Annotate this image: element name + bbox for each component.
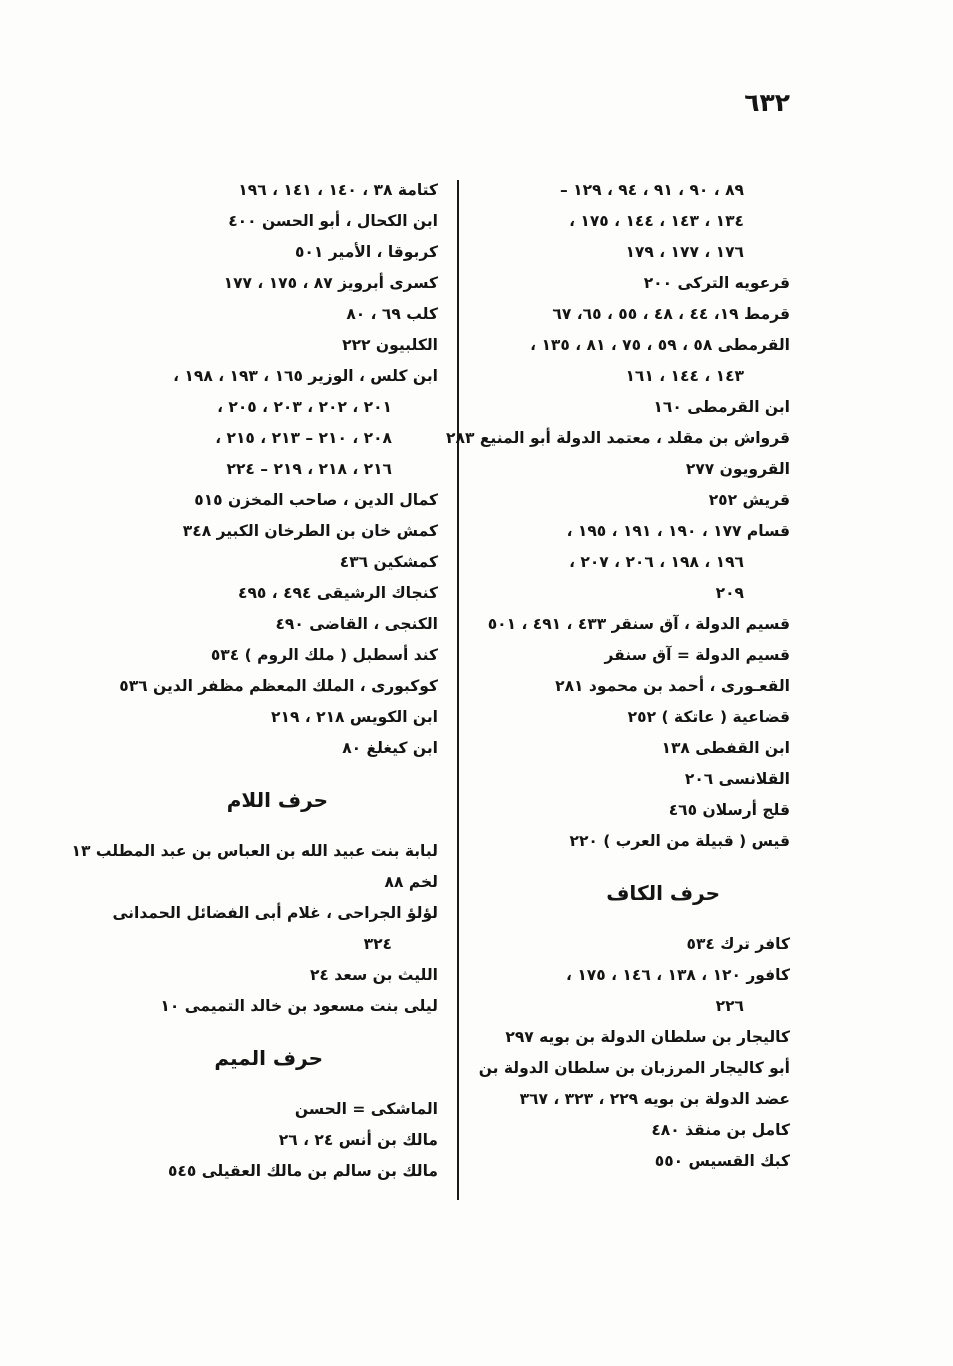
column-divider [457, 180, 459, 1200]
index-entry: كمش خان بن الطرخان الكبير ٣٤٨ [182, 522, 438, 540]
index-entry: قريش ٢٥٢ [708, 491, 790, 509]
index-entry: ابن كيغلغ ٨٠ [342, 739, 438, 757]
index-entry: قسيم الدولة = آق سنقر [604, 646, 790, 664]
page-number: ٦٣٢ [744, 88, 790, 117]
section-heading-kaf: حرف الكاف [606, 881, 720, 905]
index-entry: قرعويه التركى ٢٠٠ [643, 274, 790, 292]
index-entry: كمال الدين ، صاحب المخزن ٥١٥ [194, 491, 438, 509]
section-heading-mim: حرف الميم [214, 1046, 323, 1070]
index-entry: مالك بن سالم بن مالك العقيلى ٥٤٥ [167, 1162, 438, 1180]
index-entry: لؤلؤ الجراحى ، غلام أبى الفضائل الحمدانى [112, 904, 438, 922]
index-entry: كتامة ٣٨ ، ١٤٠ ، ١٤١ ، ١٩٦ [238, 181, 438, 199]
index-entry: كمشكين ٤٣٦ [339, 553, 438, 571]
index-entry: الليث بن سعد ٢٤ [309, 966, 438, 984]
index-entry: قسام ١٧٧ ، ١٩٠ ، ١٩١ ، ١٩٥ ، [566, 522, 790, 540]
index-entry: ٣٢٤ [363, 935, 392, 953]
index-entry: القلانسى ٢٠٦ [684, 770, 790, 788]
index-entry: مالك بن أنس ٢٤ ، ٢٦ [278, 1131, 438, 1149]
index-entry: كبك القسيس ٥٥٠ [654, 1152, 790, 1170]
index-entry: كند أسطبل ( ملك الروم ) ٥٣٤ [210, 646, 438, 664]
index-entry: ابن القفطى ١٣٨ [661, 739, 790, 757]
index-entry: أبو كاليجار المرزبان بن سلطان الدولة بن [478, 1059, 790, 1077]
index-entry: كربوقا ، الأمير ٥٠١ [294, 243, 438, 261]
index-entry: لبابة بنت عبيد الله بن العباس بن عبد المطلب ١٣ [71, 842, 438, 860]
index-entry: ابن الكحال ، أبو الحسن ٤٠٠ [228, 212, 438, 230]
index-entry: عضد الدولة بن بويه ٢٢٩ ، ٣٢٣ ، ٣٦٧ [519, 1090, 790, 1108]
index-entry: القعـورى ، أحمد بن محمود ٢٨١ [555, 677, 790, 695]
index-entry: ٢٠٨ ، ٢١٠ – ٢١٣ ، ٢١٥ ، [215, 429, 392, 447]
index-entry: قسيم الدولة ، آق سنقر ٤٣٣ ، ٤٩١ ، ٥٠١ [487, 615, 790, 633]
right-column [446, 175, 790, 1177]
index-entry: كنجاك الرشيقى ٤٩٤ ، ٤٩٥ [238, 584, 438, 602]
index-entry: كلب ٦٩ ، ٨٠ [346, 305, 438, 323]
index-entry: كسرى أبرويز ٨٧ ، ١٧٥ ، ١٧٧ [223, 274, 438, 292]
index-entry: كافر ترك ٥٣٤ [686, 935, 790, 953]
index-entry: ١٣٤ ، ١٤٣ ، ١٤٤ ، ١٧٥ ، [569, 212, 744, 230]
index-entry: الماشكى = الحسن [294, 1100, 438, 1118]
index-entry: ابن القرمطى ١٦٠ [653, 398, 790, 416]
index-entry: لخم ٨٨ [384, 873, 438, 891]
index-entry: قلج أرسلان ٤٦٥ [668, 801, 790, 819]
index-entry: ٨٩ ، ٩٠ ، ٩١ ، ٩٤ ، ١٢٩ – [560, 181, 744, 199]
index-entry: ٢٠٩ [715, 584, 744, 602]
index-entry: كافور ١٢٠ ، ١٣٨ ، ١٤٦ ، ١٧٥ ، [566, 966, 790, 984]
index-entry: ١٩٦ ، ١٩٨ ، ٢٠٦ ، ٢٠٧ ، [569, 553, 744, 571]
index-entry: كامل بن منقذ ٤٨٠ [651, 1121, 790, 1139]
index-entry: ليلى بنت مسعود بن خالد التميمى ١٠ [160, 997, 438, 1015]
index-entry: ٢١٦ ، ٢١٨ ، ٢١٩ – ٢٢٤ [226, 460, 392, 478]
index-entry: ٢٢٦ [715, 997, 744, 1015]
section-heading-lam: حرف اللام [226, 788, 328, 812]
index-entry: قيس ( قبيلة من العرب ) ٢٢٠ [569, 832, 790, 850]
index-entry: ١٤٣ ، ١٤٤ ، ١٦١ [625, 367, 744, 385]
index-entry: قرمط ١٩، ٤٤ ، ٤٨ ، ٥٥ ، ٦٥، ٦٧ [552, 305, 790, 323]
index-entry: كاليجار بن سلطان الدولة بن بويه ٢٩٧ [505, 1028, 790, 1046]
index-entry: ابن الكويس ٢١٨ ، ٢١٩ [271, 708, 438, 726]
index-entry: كوكبورى ، الملك المعظم مظفر الدين ٥٣٦ [119, 677, 438, 695]
index-entry: ابن كلس ، الوزير ١٦٥ ، ١٩٣ ، ١٩٨ ، [173, 367, 438, 385]
index-entry: ١٧٦ ، ١٧٧ ، ١٧٩ [625, 243, 744, 261]
index-entry: قضاعية ( عاتكة ) ٢٥٢ [627, 708, 790, 726]
index-entry: القرويون ٢٧٧ [685, 460, 790, 478]
index-entry: قرواش بن مقلد ، معتمد الدولة أبو المنيع ٢٨٣ [446, 429, 790, 447]
index-entry: ٢٠١ ، ٢٠٢ ، ٢٠٣ ، ٢٠٥ ، [217, 398, 392, 416]
index-entry: الكنجى ، القاضى ٤٩٠ [275, 615, 438, 633]
left-column [71, 175, 438, 1187]
index-entry: الكلبيون ٢٢٢ [342, 336, 438, 354]
index-entry: القرمطى ٥٨ ، ٥٩ ، ٧٥ ، ٨١ ، ١٣٥ ، [530, 336, 790, 354]
